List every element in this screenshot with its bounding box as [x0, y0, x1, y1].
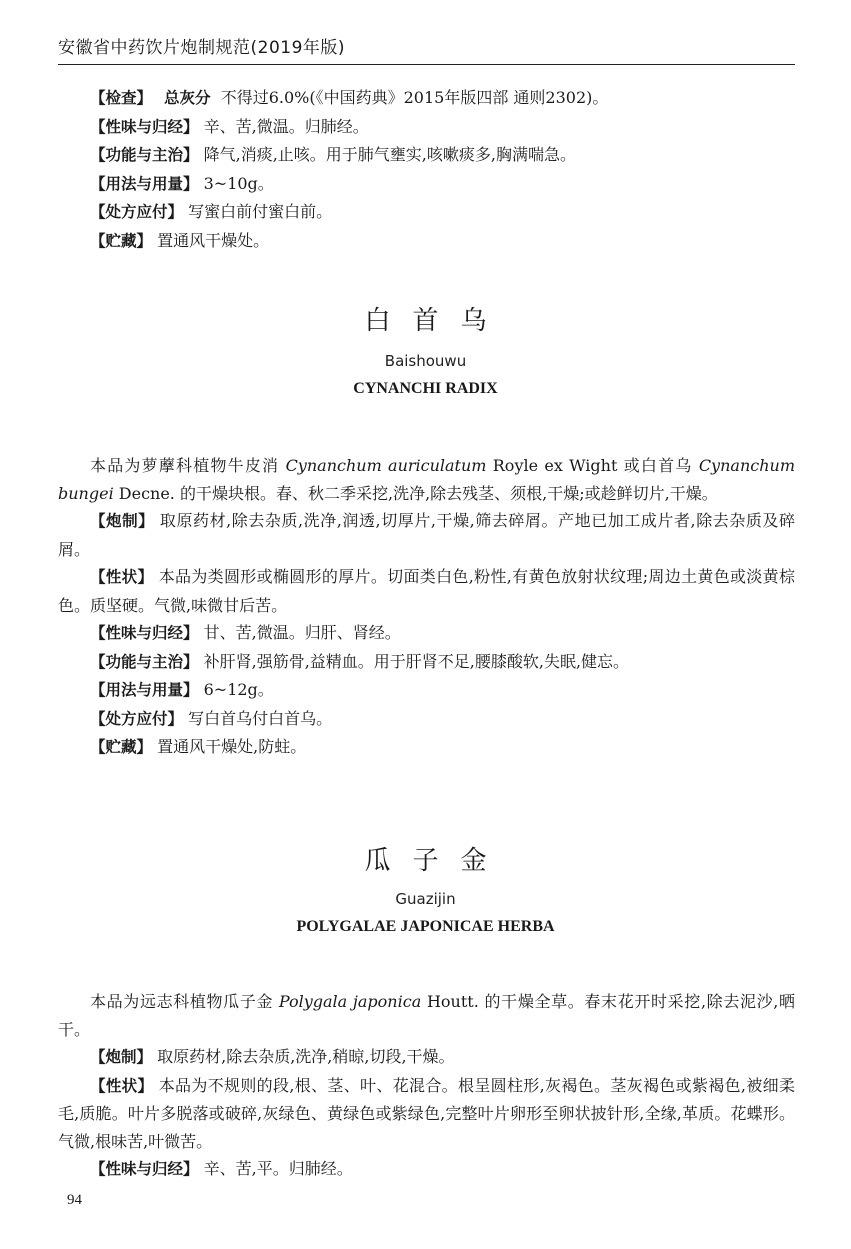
intro-text: Houtt. 的干燥全草。春末花开时采挖,除去泥沙,晒干。: [58, 992, 795, 1039]
gongneng-label: 【功能与主治】: [90, 146, 199, 164]
gongneng-paragraph: [58, 648, 795, 677]
gongneng-text: 降气,消痰,止咳。用于肺气壅实,咳嗽痰多,胸满喘急。: [203, 145, 576, 164]
xingwei-paragraph: [58, 113, 795, 142]
xingwei-text: 辛、苦,微温。归肺经。: [203, 116, 369, 136]
paozhi-text: 取原药材,除去杂质,洗净,润透,切厚片,干燥,筛去碎屑。产地已加工成片者,除去杂质及碎屑。: [58, 511, 795, 559]
species-name: Cynanchum bungei: [58, 456, 795, 503]
gongneng-paragraph: [58, 141, 795, 170]
intro-text: 本品为远志科植物瓜子金: [90, 992, 279, 1011]
chufang-label: 【处方应付】: [90, 709, 184, 728]
species-name: Cynanchum auriculatum: [285, 456, 487, 475]
paozhi-label: 【炮制】: [90, 512, 155, 530]
yongfa-label: 【用法与用量】: [90, 174, 199, 193]
entry-title: 白首乌: [364, 306, 509, 336]
paozhi-paragraph: [58, 507, 795, 563]
intro-paragraph: [58, 988, 795, 1043]
jiancha-text: 不得过6.0%(《中国药典》2015年版四部 通则2302)。: [220, 88, 609, 107]
zhucang-paragraph: [58, 733, 795, 762]
xingwei-text: 辛、苦,平。归肺经。: [203, 1159, 353, 1178]
xingzhuang-label: 【性状】: [90, 568, 154, 586]
chufang-label: 【处方应付】: [90, 203, 184, 221]
yongfa-paragraph: [58, 676, 795, 705]
jiancha-label: 【检查】: [90, 89, 153, 107]
intro-text: Decne. 的干燥块根。春、秋二季采挖,洗净,除去残茎、须根,干燥;或趁鲜切片,干燥。: [113, 483, 718, 503]
xingwei-label: 【性味与归经】: [90, 624, 199, 642]
ash-label: 总灰分: [164, 89, 211, 107]
jiancha-paragraph: [58, 84, 795, 113]
paozhi-paragraph: [58, 1043, 795, 1072]
intro-paragraph: [58, 452, 795, 507]
page-number: 94: [67, 1192, 82, 1208]
gongneng-text: 补肝肾,强筋骨,益精血。用于肝肾不足,腰膝酸软,失眠,健忘。: [203, 651, 630, 671]
chufang-text: 写白首乌付白首乌。: [188, 708, 333, 728]
zhucang-text: 置通风干燥处。: [157, 230, 270, 250]
paozhi-text: 取原药材,除去杂质,洗净,稍晾,切段,干燥。: [157, 1047, 455, 1066]
intro-text: Royle ex Wight 或白首乌: [486, 456, 699, 475]
xingwei-label: 【性味与归经】: [90, 1160, 199, 1178]
previous-entry-tail: [58, 84, 795, 255]
yongfa-paragraph: [58, 170, 795, 199]
running-header: 安徽省中药饮片炮制规范(2019年版): [58, 33, 795, 65]
entry-latin-name: POLYGALAE JAPONICAE HERBA: [296, 918, 555, 935]
zhucang-text: 置通风干燥处,防蛀。: [157, 737, 307, 756]
xingzhuang-text: 本品为不规则的段,根、茎、叶、花混合。根呈圆柱形,灰褐色。茎灰褐色或紫褐色,被细柔毛,质脆。叶片多脱落或破碎,灰绿色、黄绿色或紫绿色,完整叶片卵形至卵状披针形,全缘,革质。花蝶形。气微,根味苦,叶微苦。: [58, 1075, 795, 1151]
xingwei-label: 【性味与归经】: [90, 117, 199, 136]
xingzhuang-text: 本品为类圆形或椭圆形的厚片。切面类白色,粉性,有黄色放射状纹理;周边土黄色或淡黄棕色。质坚硬。气微,味微甘后苦。: [58, 567, 795, 615]
chufang-paragraph: [58, 705, 795, 734]
chufang-paragraph: [58, 198, 795, 227]
gongneng-label: 【功能与主治】: [90, 652, 199, 671]
entry-title: 瓜子金: [364, 846, 509, 876]
xingzhuang-paragraph: [58, 1072, 795, 1156]
paozhi-label: 【炮制】: [90, 1048, 153, 1066]
entry-body: [58, 988, 795, 1184]
xingwei-paragraph: [58, 619, 795, 648]
zhucang-paragraph: [58, 227, 795, 256]
yongfa-label: 【用法与用量】: [90, 681, 199, 699]
chufang-text: 写蜜白前付蜜白前。: [188, 202, 333, 221]
species-name: Polygala japonica: [278, 992, 422, 1011]
zhucang-label: 【贮藏】: [90, 231, 153, 250]
xingzhuang-label: 【性状】: [90, 1076, 154, 1095]
yongfa-text: 6~12g。: [203, 680, 274, 699]
xingwei-text: 甘、苦,微温。归肝、肾经。: [203, 623, 401, 642]
entry-latin-name: CYNANCHI RADIX: [353, 380, 498, 397]
xingzhuang-paragraph: [58, 563, 795, 619]
intro-text: 本品为萝藦科植物牛皮消: [90, 456, 286, 475]
yongfa-text: 3~10g。: [203, 173, 274, 193]
entry-pinyin: Guazijin: [395, 890, 456, 908]
entry-pinyin: Baishouwu: [384, 352, 467, 370]
xingwei-paragraph: [58, 1155, 795, 1184]
zhucang-label: 【贮藏】: [90, 738, 153, 756]
entry-body: [58, 452, 795, 762]
